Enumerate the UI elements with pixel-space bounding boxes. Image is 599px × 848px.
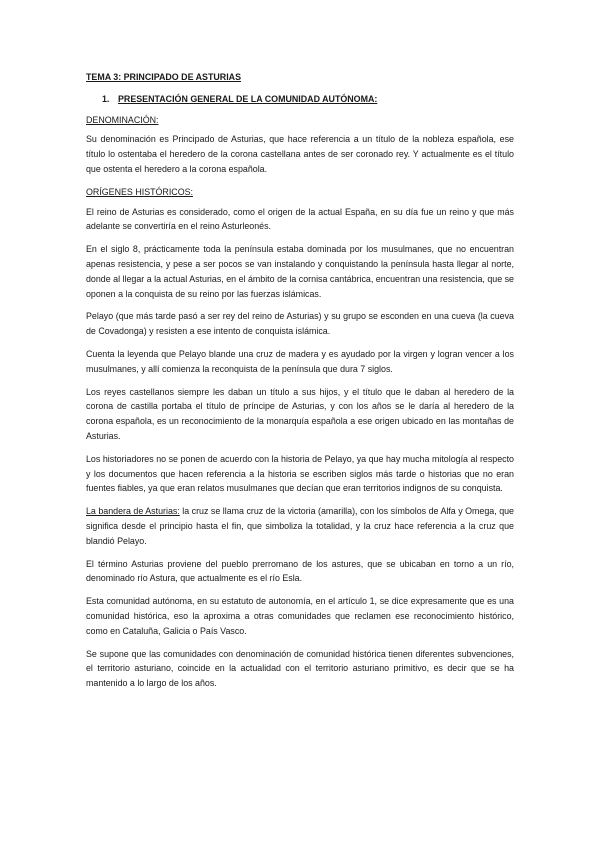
section-heading	[102, 92, 514, 107]
paragraph-termino: El término Asturias proviene del pueblo prerromano de los astures, que se ubicaban en torno a un río, denominado río Astura, que actualmente es el río Esla.	[86, 558, 514, 584]
paragraph-reyes: Los reyes castellanos siempre les daban un título a sus hijos, y el título que le daban al heredero de la corona de castilla portaba el título de príncipe de Asturias, y con los años se le daría al heredero de la corona española, es un reconocimiento de la monarquía española a ese origen ubicado en las montañas de Asturias.	[86, 386, 514, 441]
paragraph-estatuto: Esta comunidad autónoma, en su estatuto de autonomía, en el artículo 1, se dice expresamente que es una comunidad histórica, eso la aproxima a otras comunidades que reclamen ese reconocimiento histórico, como en Cataluña, Galicia o País Vasco.	[86, 596, 514, 636]
denominacion-paragraph: Su denominación es Principado de Asturias, que hace referencia a un título de la nobleza española, ese título lo ostentaba el heredero de la corona castellana antes de ser coronado rey. Y actualmente es el título que ostenta el heredero a la corona española.	[86, 134, 514, 174]
paragraph-leyenda: Cuenta la leyenda que Pelayo blande una cruz de madera y es ayudado por la virgen y logran vencer a los musulmanes, y allí comienza la reconquista de la península que dura 7 siglos.	[86, 348, 514, 374]
denominacion-heading: DENOMINACIÓN:	[86, 114, 159, 125]
paragraph-bandera	[86, 504, 514, 548]
bandera-text: la cruz se llama cruz de la victoria (amarilla), con los símbolos de Alfa y Omega, que significa desde el principio hasta el fin, que simboliza la totalidad, y la cruz hace referencia a la cruz que blandió Pelayo.	[86, 506, 514, 546]
bandera-label: La bandera de Asturias:	[86, 506, 180, 517]
document-title: TEMA 3: PRINCIPADO DE ASTURIAS	[86, 72, 241, 82]
paragraph-historiadores: Los historiadores no se ponen de acuerdo con la historia de Pelayo, ya que hay mucha mitología al respecto y los documentos que hacen referencia a la historia se escriben siglos más tarde o historias que no eran fuentes fiables, ya que eran relatos musulmanes que decían que eran territorios indignos de su conquista.	[86, 453, 514, 494]
paragraph-subvenciones: Se supone que las comunidades con denominación de comunidad histórica tienen diferentes subvenciones, el territorio asturiano, coincide en la actualidad con el territorio asturiano primitivo, es decir que se ha mantenido a lo largo de los años.	[86, 648, 514, 689]
origenes-heading: ORÍGENES HISTÓRICOS:	[86, 186, 194, 197]
section-title: PRESENTACIÓN GENERAL DE LA COMUNIDAD AUTÓNOMA:	[118, 93, 378, 104]
document-body	[86, 70, 514, 699]
paragraph-reino: El reino de Asturias es considerado, como el origen de la actual España, en su día fue un reino y que más adelante se convertiría en el reino Asturleonés.	[86, 206, 514, 232]
paragraph-siglo-8: En el siglo 8, prácticamente toda la península estaba dominada por los musulmanes, que no encuentran apenas resistencia, y pese a ser pocos se van instalando y conquistando la península hasta llegar al norte, donde al llegar a la actual Asturias, en el ámbito de la cornisa cantábrica, encuentran una resistencia, que se oponen a la conquista de su reino por las fuerzas islámicas.	[86, 244, 514, 299]
paragraph-pelayo: Pelayo (que más tarde pasó a ser rey del reino de Asturias) y su grupo se esconden en una cueva (la cueva de Covadonga) y resisten a ese intento de conquista islámica.	[86, 311, 514, 337]
section-number: 1.	[102, 93, 110, 104]
